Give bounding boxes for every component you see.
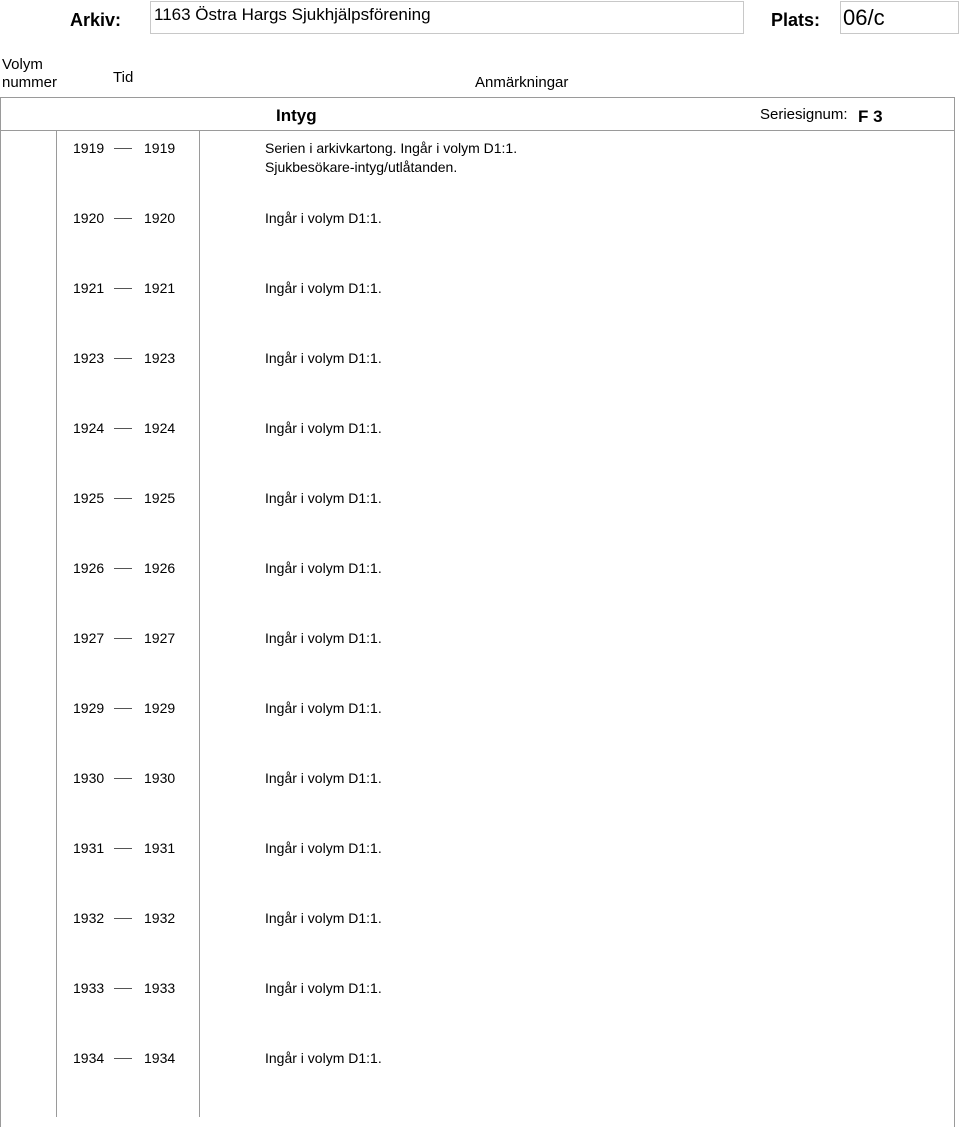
volume-column-divider xyxy=(56,130,57,1117)
volume-note: Ingår i volym D1:1. xyxy=(265,490,382,506)
series-sheet xyxy=(0,97,955,1127)
range-dash xyxy=(114,568,132,569)
volume-to-year: 1919 xyxy=(144,140,176,156)
volume-from-year: 1929 xyxy=(73,700,105,716)
volume-note: Ingår i volym D1:1. xyxy=(265,630,382,646)
range-dash xyxy=(114,778,132,779)
volume-note: Ingår i volym D1:1. xyxy=(265,560,382,576)
range-dash xyxy=(114,358,132,359)
volume-from-year: 1926 xyxy=(73,560,105,576)
volume-from-year: 1927 xyxy=(73,630,105,646)
volume-to-year: 1933 xyxy=(144,980,176,996)
range-dash xyxy=(114,708,132,709)
archive-name-value: 1163 Östra Hargs Sjukhjälpsförening xyxy=(154,5,431,24)
location-value: 06/c xyxy=(843,5,885,30)
range-dash xyxy=(114,848,132,849)
series-header-divider xyxy=(0,130,955,131)
volume-from-year: 1925 xyxy=(73,490,105,506)
range-dash xyxy=(114,218,132,219)
volume-note: Ingår i volym D1:1. xyxy=(265,210,382,226)
volume-note: Ingår i volym D1:1. xyxy=(265,350,382,366)
volume-to-year: 1930 xyxy=(144,770,176,786)
archive-name-field xyxy=(150,1,744,34)
location-field xyxy=(840,1,959,34)
volume-note: Ingår i volym D1:1. xyxy=(265,280,382,296)
column-header-volume-line2: nummer xyxy=(2,74,58,91)
volume-note: Ingår i volym D1:1. xyxy=(265,1050,382,1066)
volume-note: Ingår i volym D1:1. xyxy=(265,840,382,856)
volume-to-year: 1932 xyxy=(144,910,176,926)
volume-to-year: 1927 xyxy=(144,630,176,646)
volume-to-year: 1925 xyxy=(144,490,176,506)
column-header-remarks: Anmärkningar xyxy=(475,74,569,91)
volume-to-year: 1931 xyxy=(144,840,176,856)
archive-label: Arkiv: xyxy=(70,10,122,30)
volume-note: Ingår i volym D1:1. xyxy=(265,910,382,926)
volume-from-year: 1934 xyxy=(73,1050,105,1066)
volume-from-year: 1919 xyxy=(73,140,105,156)
column-header-volume-line1: Volym xyxy=(2,56,43,73)
range-dash xyxy=(114,918,132,919)
volume-note: Ingår i volym D1:1. xyxy=(265,700,382,716)
volume-from-year: 1931 xyxy=(73,840,105,856)
volume-from-year: 1930 xyxy=(73,770,105,786)
series-signum-label: Seriesignum: xyxy=(760,106,848,123)
location-label: Plats: xyxy=(771,10,821,30)
range-dash xyxy=(114,288,132,289)
volume-to-year: 1929 xyxy=(144,700,176,716)
series-title: Intyg xyxy=(276,106,317,125)
time-column-divider xyxy=(199,130,200,1117)
range-dash xyxy=(114,1058,132,1059)
volume-from-year: 1933 xyxy=(73,980,105,996)
range-dash xyxy=(114,428,132,429)
volume-from-year: 1921 xyxy=(73,280,105,296)
volume-note: Ingår i volym D1:1. xyxy=(265,420,382,436)
volume-to-year: 1926 xyxy=(144,560,176,576)
volume-note: Serien i arkivkartong. Ingår i volym D1:1. Sjukbesökare-intyg/utlåtanden. xyxy=(265,140,518,175)
volume-to-year: 1934 xyxy=(144,1050,176,1066)
volume-to-year: 1924 xyxy=(144,420,176,436)
column-header-time: Tid xyxy=(113,69,134,86)
volume-to-year: 1923 xyxy=(144,350,176,366)
volume-note: Ingår i volym D1:1. xyxy=(265,980,382,996)
range-dash xyxy=(114,638,132,639)
volume-from-year: 1932 xyxy=(73,910,105,926)
range-dash xyxy=(114,988,132,989)
volume-from-year: 1920 xyxy=(73,210,105,226)
volume-from-year: 1924 xyxy=(73,420,105,436)
range-dash xyxy=(114,498,132,499)
range-dash xyxy=(114,148,132,149)
volume-note: Ingår i volym D1:1. xyxy=(265,770,382,786)
volume-to-year: 1921 xyxy=(144,280,176,296)
volume-to-year: 1920 xyxy=(144,210,176,226)
series-signum-value: F 3 xyxy=(858,107,883,126)
volume-from-year: 1923 xyxy=(73,350,105,366)
